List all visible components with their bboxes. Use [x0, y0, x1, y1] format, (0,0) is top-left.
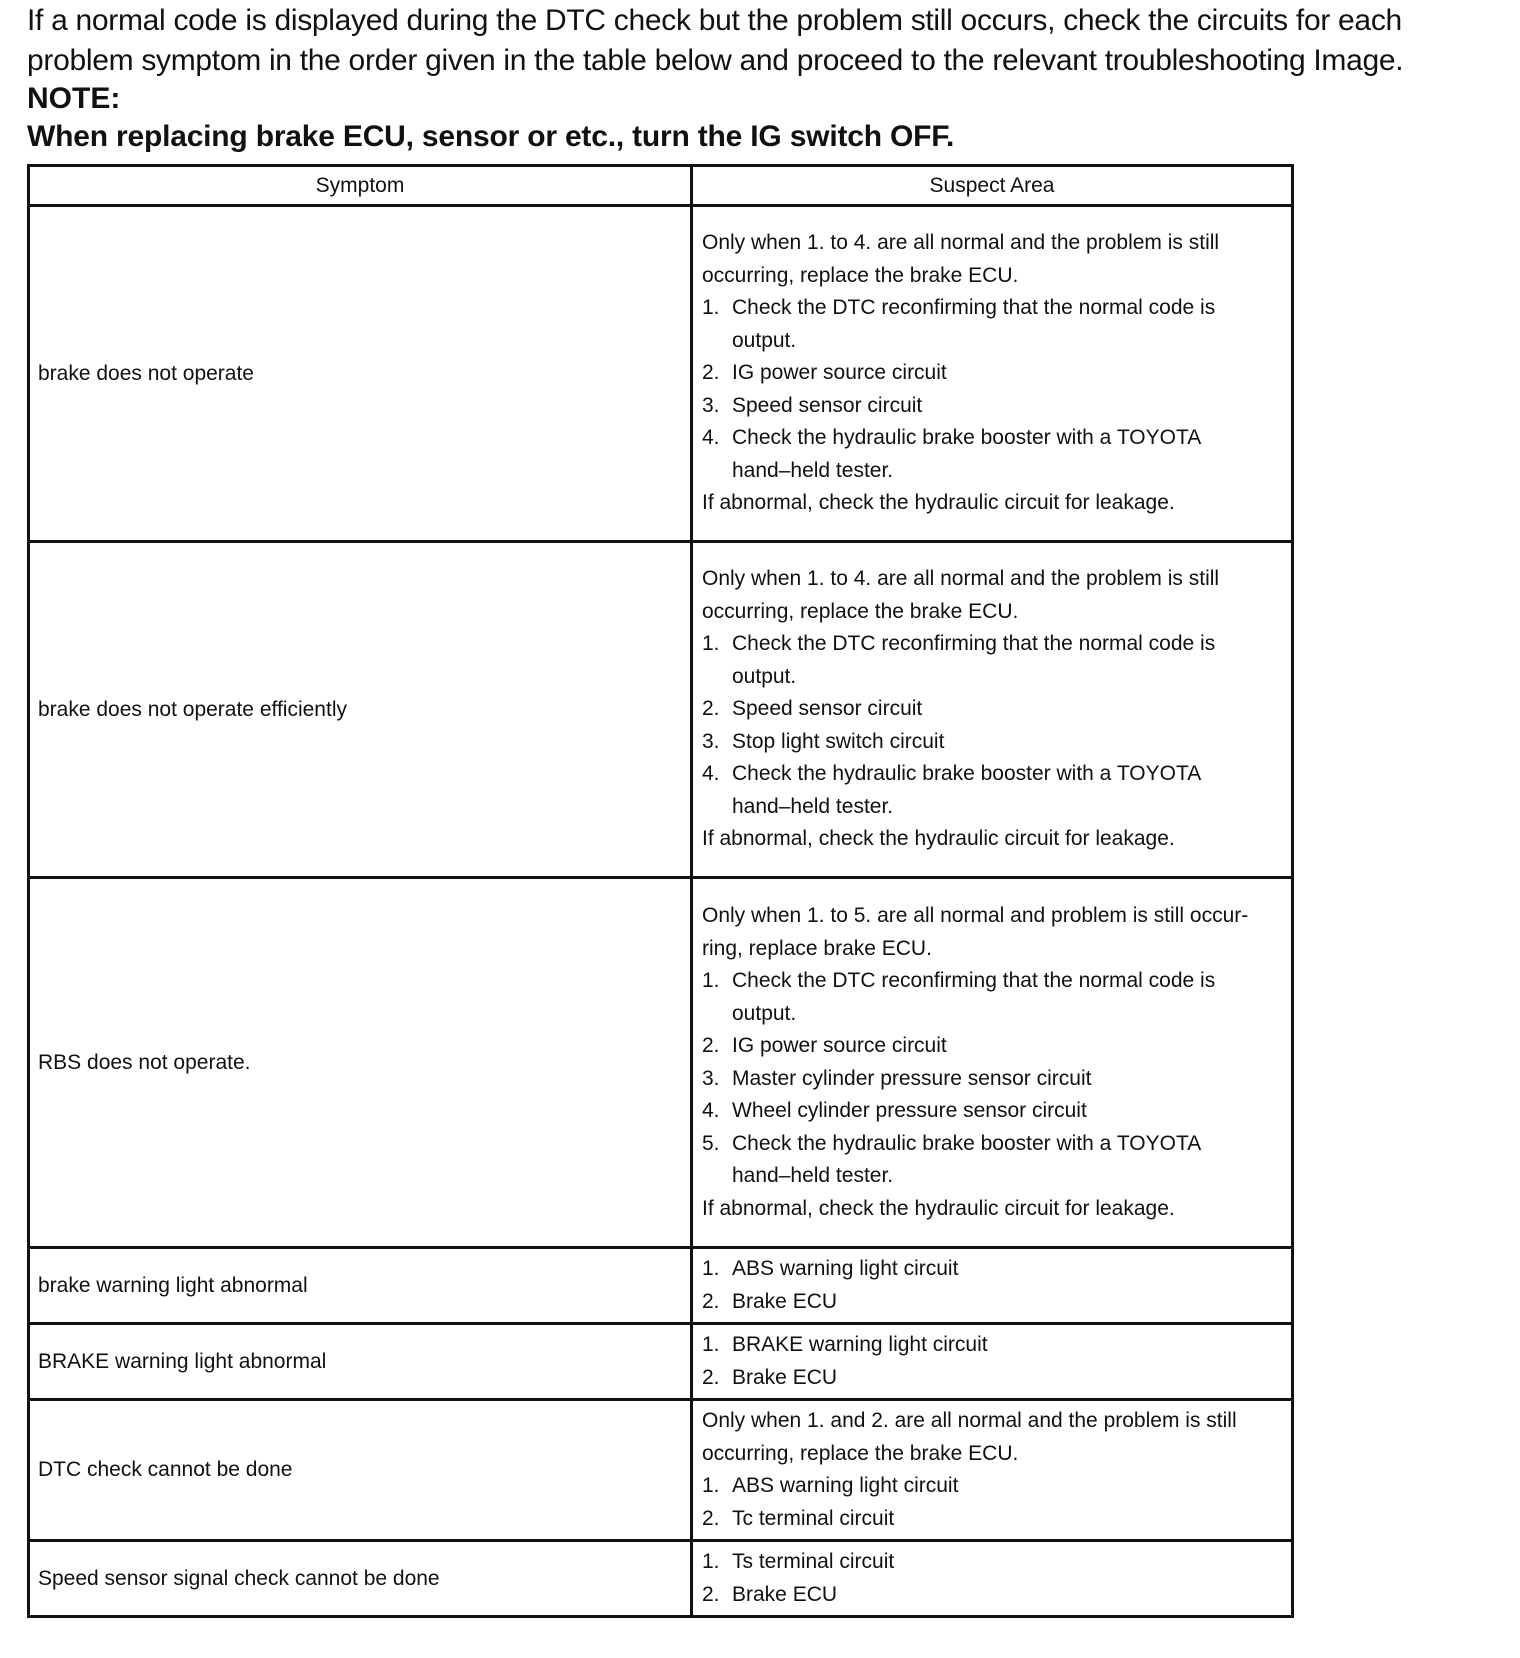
- symptom-cell: brake does not operate: [29, 206, 692, 542]
- item-text: Ts terminal circuit: [732, 1550, 895, 1573]
- table-row: [29, 542, 1293, 878]
- item-text: Brake ECU: [732, 1582, 838, 1606]
- table-row: [29, 206, 1293, 542]
- item-text: Tc terminal circuit: [732, 1506, 895, 1530]
- item-text: ABS warning light circuit: [732, 1474, 959, 1497]
- item-number: 5.: [702, 1131, 720, 1155]
- suspect-area-cell: [692, 1400, 1293, 1541]
- list-item: [702, 758, 1281, 823]
- symptom-header: Symptom: [29, 166, 692, 206]
- item-text: hand–held tester.: [732, 794, 894, 818]
- document-page: [27, 0, 1497, 1606]
- list-item: [702, 1253, 1281, 1286]
- symptom-table: [27, 164, 1294, 1618]
- item-text: Check the hydraulic brake booster with a TOYOTA: [732, 426, 1202, 450]
- item-number: 1.: [702, 1550, 720, 1573]
- item-text: hand–held tester.: [732, 458, 894, 482]
- list-item: [702, 1470, 1281, 1503]
- list-item: [702, 422, 1281, 487]
- check-list: [702, 965, 1281, 1193]
- suspect-area-cell: [692, 1324, 1293, 1400]
- list-item: [702, 390, 1281, 423]
- item-text: IG power source circuit: [732, 1034, 947, 1057]
- list-item: [702, 292, 1281, 357]
- item-number: 4.: [702, 1099, 720, 1122]
- abnormal-note: If abnormal, check the hydraulic circuit for leakage.: [702, 1196, 1175, 1220]
- check-list: [702, 292, 1281, 487]
- symptom-cell: brake does not operate efficiently: [29, 542, 692, 878]
- table-row: [29, 1324, 1293, 1400]
- item-text: IG power source circuit: [732, 361, 947, 385]
- intro-paragraph: [27, 1, 1497, 81]
- item-number: 1.: [702, 632, 720, 656]
- table-row: [29, 1248, 1293, 1324]
- item-text: Check the DTC reconfirming that the normal code is: [732, 969, 1216, 992]
- item-text: output.: [732, 1001, 797, 1025]
- precondition-line: Only when 1. and 2. are all normal and the problem is still: [702, 1409, 1237, 1432]
- item-text: output.: [732, 664, 797, 688]
- list-item: [702, 1286, 1281, 1319]
- intro-line-2: problem symptom in the order given in the table below and proceed to the relevant troubleshooting Image.: [27, 44, 1404, 77]
- table-header-row: [29, 166, 1293, 206]
- item-text: Check the DTC reconfirming that the normal code is: [732, 632, 1216, 656]
- precondition-line: Only when 1. to 5. are all normal and problem is still occur-: [702, 904, 1249, 927]
- table-row: [29, 1541, 1293, 1617]
- suspect-area-cell: [692, 542, 1293, 878]
- list-item: [702, 1329, 1281, 1362]
- item-number: 2.: [702, 1289, 720, 1313]
- item-number: 3.: [702, 1066, 720, 1090]
- suspect-area-header: Suspect Area: [692, 166, 1293, 206]
- item-number: 2.: [702, 697, 720, 721]
- item-text: Master cylinder pressure sensor circuit: [732, 1066, 1092, 1090]
- item-number: 2.: [702, 1582, 720, 1606]
- table-row: [29, 878, 1293, 1248]
- precondition-line: Only when 1. to 4. are all normal and the problem is still: [702, 231, 1220, 255]
- check-list: [702, 628, 1281, 823]
- note-text: When replacing brake ECU, sensor or etc., turn the IG switch OFF.: [27, 120, 955, 153]
- item-number: 1.: [702, 1333, 720, 1356]
- list-item: [702, 1063, 1281, 1096]
- check-list: [702, 1546, 1281, 1611]
- item-text: hand–held tester.: [732, 1164, 894, 1187]
- list-item: [702, 1128, 1281, 1193]
- abnormal-note: If abnormal, check the hydraulic circuit for leakage.: [702, 827, 1175, 851]
- symptom-cell: DTC check cannot be done: [29, 1400, 692, 1541]
- item-number: 2.: [702, 1034, 720, 1057]
- suspect-area-cell: [692, 1541, 1293, 1617]
- item-text: output.: [732, 328, 797, 352]
- check-list: [702, 1470, 1281, 1535]
- intro-line-1: If a normal code is displayed during the DTC check but the problem still occurs, check the circuits for each: [27, 4, 1402, 37]
- list-item: [702, 1030, 1281, 1063]
- item-text: Brake ECU: [732, 1289, 838, 1313]
- item-number: 1.: [702, 296, 720, 320]
- item-number: 1.: [702, 969, 720, 992]
- list-item: [702, 1579, 1281, 1612]
- item-number: 2.: [702, 1506, 720, 1530]
- item-text: ABS warning light circuit: [732, 1257, 959, 1280]
- note-label: NOTE:: [27, 82, 121, 115]
- list-item: [702, 628, 1281, 693]
- item-number: 1.: [702, 1257, 720, 1280]
- precondition-line: occurring, replace the brake ECU.: [702, 263, 1019, 287]
- suspect-area-cell: [692, 878, 1293, 1248]
- suspect-area-cell: [692, 1248, 1293, 1324]
- table-row: [29, 1400, 1293, 1541]
- symptom-cell: brake warning light abnormal: [29, 1248, 692, 1324]
- precondition-line: Only when 1. to 4. are all normal and the problem is still: [702, 567, 1220, 591]
- list-item: [702, 965, 1281, 1030]
- check-list: [702, 1329, 1281, 1394]
- precondition-line: ring, replace brake ECU.: [702, 936, 932, 960]
- item-text: Speed sensor circuit: [732, 697, 923, 721]
- list-item: [702, 726, 1281, 759]
- list-item: [702, 693, 1281, 726]
- item-text: Wheel cylinder pressure sensor circuit: [732, 1099, 1087, 1122]
- item-text: Check the hydraulic brake booster with a TOYOTA: [732, 1131, 1202, 1155]
- list-item: [702, 1546, 1281, 1579]
- item-text: Check the DTC reconfirming that the normal code is: [732, 296, 1216, 320]
- abnormal-note: If abnormal, check the hydraulic circuit for leakage.: [702, 491, 1175, 515]
- list-item: [702, 1362, 1281, 1395]
- list-item: [702, 357, 1281, 390]
- symptom-cell: RBS does not operate.: [29, 878, 692, 1248]
- item-number: 2.: [702, 361, 720, 385]
- item-number: 4.: [702, 762, 720, 786]
- item-number: 3.: [702, 393, 720, 417]
- precondition-line: occurring, replace the brake ECU.: [702, 1441, 1019, 1465]
- item-text: BRAKE warning light circuit: [732, 1333, 988, 1356]
- item-text: Check the hydraulic brake booster with a TOYOTA: [732, 762, 1202, 786]
- item-number: 3.: [702, 729, 720, 753]
- list-item: [702, 1503, 1281, 1536]
- symptom-cell: BRAKE warning light abnormal: [29, 1324, 692, 1400]
- list-item: [702, 1095, 1281, 1128]
- suspect-area-cell: [692, 206, 1293, 542]
- item-text: Speed sensor circuit: [732, 393, 923, 417]
- item-text: Brake ECU: [732, 1365, 838, 1389]
- item-number: 2.: [702, 1365, 720, 1389]
- symptom-cell: Speed sensor signal check cannot be done: [29, 1541, 692, 1617]
- check-list: [702, 1253, 1281, 1318]
- precondition-line: occurring, replace the brake ECU.: [702, 599, 1019, 623]
- item-number: 4.: [702, 426, 720, 450]
- item-text: Stop light switch circuit: [732, 729, 945, 753]
- item-number: 1.: [702, 1474, 720, 1497]
